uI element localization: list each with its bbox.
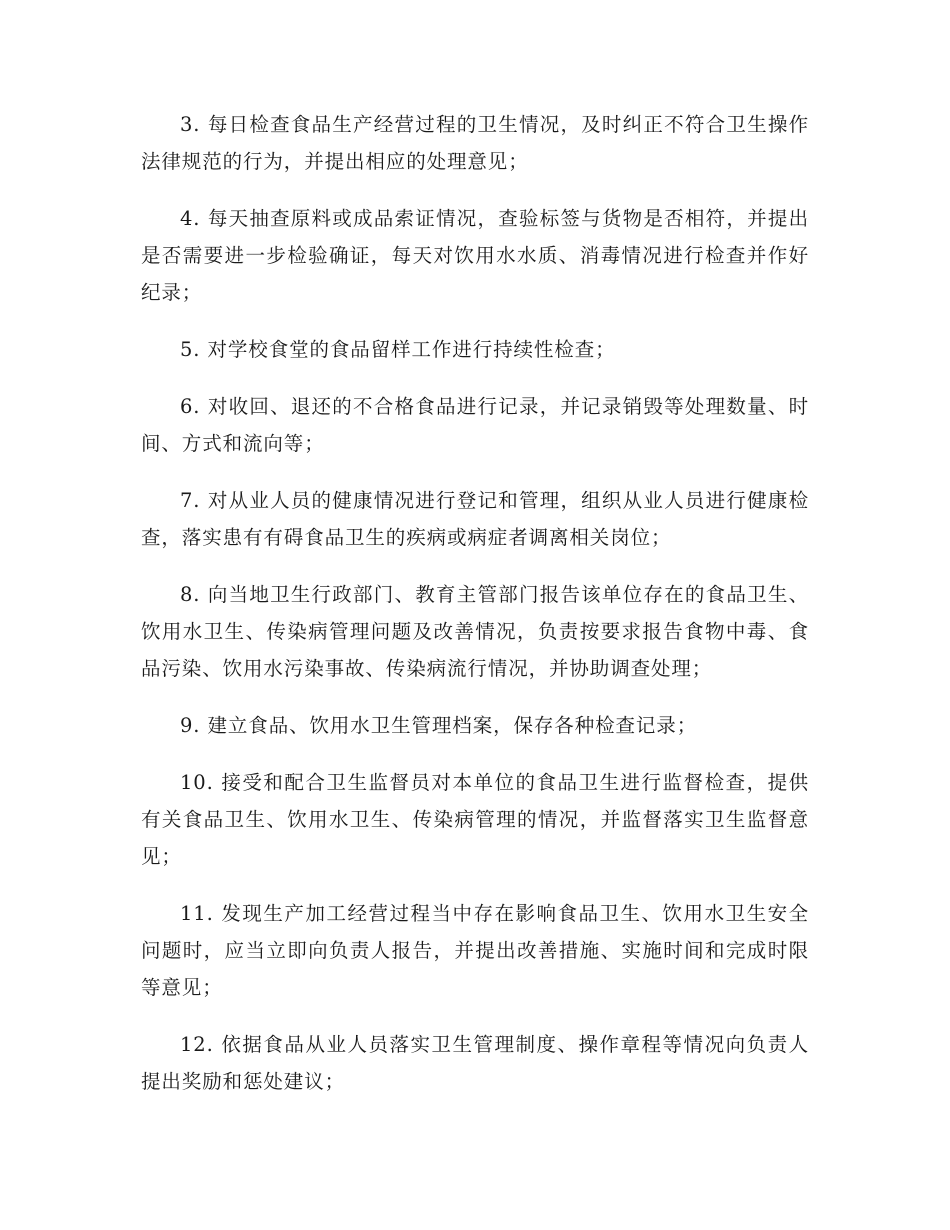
- paragraph-item-5: 5. 对学校食堂的食品留样工作进行持续性检查；: [180, 338, 616, 361]
- paragraph-item-12: 12. 依据食品从业人员落实卫生管理制度、操作章程等情况向负责人提出奖励和惩处建议；: [141, 1033, 809, 1093]
- paragraph-item-7: 7. 对从业人员的健康情况进行登记和管理，组织从业人员进行健康检查，落实患有有碍食品卫生的疾病或病症者调离相关岗位；: [141, 489, 809, 549]
- paragraph-item-4: 4. 每天抽查原料或成品索证情况，查验标签与货物是否相符，并提出是否需要进一步检验确证，每天对饮用水水质、消毒情况进行检查并作好纪录；: [141, 207, 809, 304]
- paragraph-item-11: 11. 发现生产加工经营过程当中存在影响食品卫生、饮用水卫生安全问题时，应当立即向负责人报告，并提出改善措施、实施时间和完成时限等意见；: [141, 902, 809, 999]
- paragraph-item-3: 3. 每日检查食品生产经营过程的卫生情况，及时纠正不符合卫生操作法律规范的行为，并提出相应的处理意见；: [141, 113, 809, 173]
- paragraph-item-9: 9. 建立食品、饮用水卫生管理档案，保存各种检查记录；: [180, 714, 698, 737]
- paragraph-item-8: 8. 向当地卫生行政部门、教育主管部门报告该单位存在的食品卫生、饮用水卫生、传染病管理问题及改善情况，负责按要求报告食物中毒、食品污染、饮用水污染事故、传染病流行情况，并协助调查处理；: [141, 583, 809, 680]
- paragraph-item-6: 6. 对收回、退还的不合格食品进行记录，并记录销毁等处理数量、时间、方式和流向等；: [141, 395, 809, 455]
- document-body: [141, 106, 809, 1120]
- paragraph-item-10: 10. 接受和配合卫生监督员对本单位的食品卫生进行监督检查，提供有关食品卫生、饮用水卫生、传染病管理的情况，并监督落实卫生监督意见；: [141, 771, 809, 868]
